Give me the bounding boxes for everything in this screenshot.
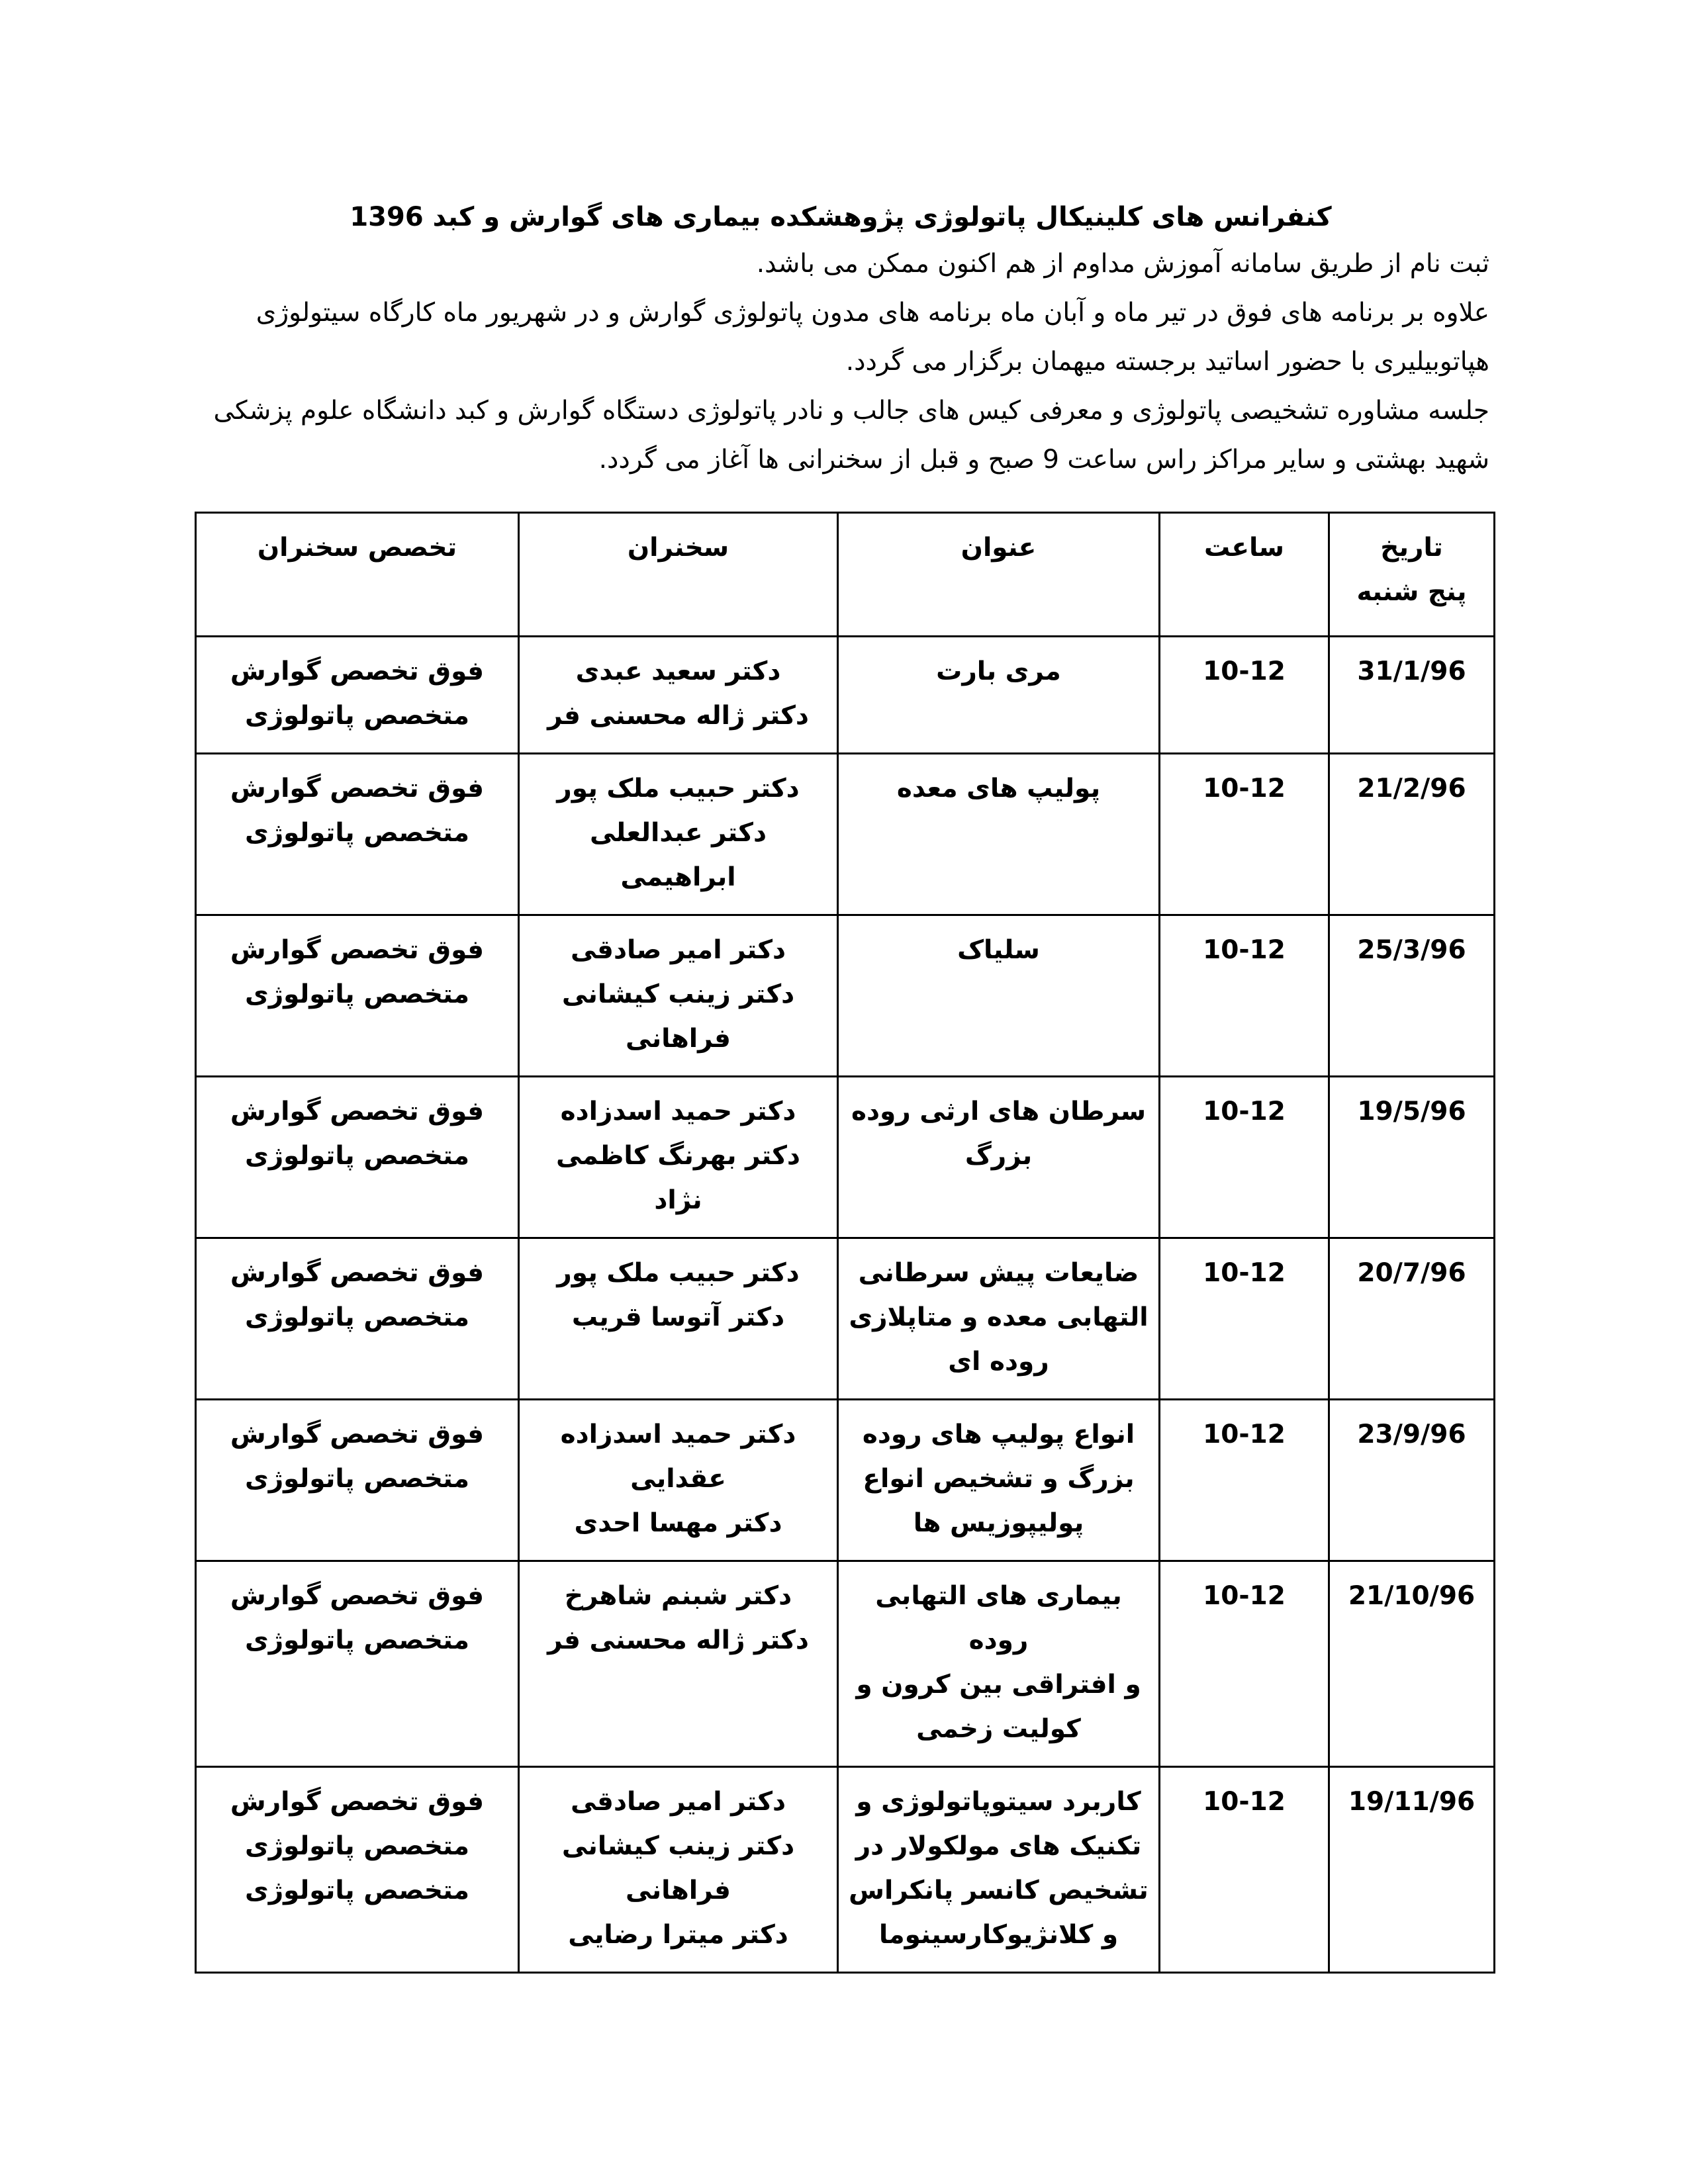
cell-time bbox=[1160, 1561, 1329, 1767]
cell-topic-line: ضایعات پیش سرطانی bbox=[858, 1258, 1139, 1288]
cell-speakers-line: دکتر آتوسا قریب bbox=[571, 1302, 785, 1332]
table-row bbox=[196, 1238, 1495, 1400]
cell-topic-line: کولیت زخمی bbox=[916, 1714, 1081, 1744]
cell-topic-line: کاربرد سیتوپاتولوژی و bbox=[856, 1787, 1141, 1817]
cell-specialty-line: متخصص پاتولوژی bbox=[244, 1302, 470, 1332]
cell-date-value: 23/9/96 bbox=[1357, 1420, 1466, 1449]
cell-topic-line: التهابی معده و متاپلازی bbox=[849, 1302, 1149, 1332]
cell-speakers bbox=[519, 915, 838, 1077]
cell-specialty-line: متخصص پاتولوژی bbox=[244, 1831, 470, 1861]
cell-specialty-line: فوق تخصص گوارش bbox=[230, 774, 485, 803]
cell-specialty bbox=[196, 637, 519, 754]
cell-topic bbox=[838, 1400, 1160, 1561]
cell-topic-line: بیماری های التهابی روده bbox=[875, 1581, 1122, 1655]
cell-time bbox=[1160, 1238, 1329, 1400]
cell-topic-line: و افتراقی بین کرون و bbox=[856, 1670, 1141, 1700]
cell-speakers bbox=[519, 1561, 838, 1767]
intro-paragraph: ثبت نام از طریق سامانه آموزش مداوم از هم اکنون ممکن می باشد. bbox=[756, 249, 1489, 279]
cell-time bbox=[1160, 754, 1329, 915]
cell-topic-line: سلیاک bbox=[957, 935, 1040, 965]
cell-time-value: 10-12 bbox=[1203, 935, 1286, 965]
header-time: ساعت bbox=[1160, 513, 1329, 637]
cell-date bbox=[1329, 754, 1495, 915]
cell-topic bbox=[838, 1767, 1160, 1973]
cell-time-value: 10-12 bbox=[1203, 1787, 1286, 1817]
cell-date-value: 31/1/96 bbox=[1357, 657, 1466, 686]
document-title: کنفرانس های کلینیکال پاتولوژی پژوهشکده بیماری های گوارش و کبد 1396 bbox=[350, 202, 1332, 232]
cell-speakers-line: دکتر امیر صادقی bbox=[570, 935, 786, 965]
cell-speakers-line: فراهانی bbox=[626, 1024, 731, 1054]
cell-topic-line: بزرگ و تشخیص انواع bbox=[863, 1464, 1135, 1494]
cell-date bbox=[1329, 637, 1495, 754]
cell-topic-line: مری بارت bbox=[936, 657, 1061, 686]
cell-speakers-line: دکتر ژاله محسنی فر bbox=[547, 701, 809, 731]
cell-topic-line: روده ای bbox=[948, 1347, 1049, 1377]
cell-speakers-line: دکتر زینب کیشانی bbox=[561, 979, 795, 1009]
cell-date-value: 19/5/96 bbox=[1357, 1097, 1466, 1126]
cell-specialty bbox=[196, 754, 519, 915]
cell-specialty bbox=[196, 1561, 519, 1767]
header-specialty: تخصص سخنران bbox=[196, 513, 519, 637]
cell-speakers-line: دکتر حمید اسدزاده bbox=[560, 1097, 796, 1126]
cell-speakers bbox=[519, 637, 838, 754]
cell-specialty bbox=[196, 1400, 519, 1561]
cell-speakers bbox=[519, 1238, 838, 1400]
cell-specialty-line: فوق تخصص گوارش bbox=[230, 1787, 485, 1817]
cell-date bbox=[1329, 915, 1495, 1077]
cell-time-value: 10-12 bbox=[1203, 1420, 1286, 1449]
cell-speakers bbox=[519, 1400, 838, 1561]
cell-topic bbox=[838, 1077, 1160, 1238]
cell-date bbox=[1329, 1561, 1495, 1767]
intro-text bbox=[212, 240, 1489, 484]
cell-specialty bbox=[196, 1238, 519, 1400]
cell-speakers-line: دکتر عبدالعلی ابراهیمی bbox=[590, 818, 767, 892]
cell-speakers-line: دکتر زینب کیشانی bbox=[561, 1831, 795, 1861]
cell-date bbox=[1329, 1238, 1495, 1400]
cell-specialty-line: متخصص پاتولوژی bbox=[244, 979, 470, 1009]
intro-paragraph: جلسه مشاوره تشخیصی پاتولوژی و معرفی کیس های جالب و نادر پاتولوژی دستگاه گوارش و کبد دانشگاه علوم پزشکی شهید بهشتی و سایر مراکز راس ساعت 9 صبح و قبل از سخنرانی ها آغاز می گردد. bbox=[213, 396, 1489, 475]
header-date-line: پنج شنبه bbox=[1356, 577, 1467, 607]
table-row bbox=[196, 1400, 1495, 1561]
cell-time-value: 10-12 bbox=[1203, 657, 1286, 686]
header-topic: عنوان bbox=[838, 513, 1160, 637]
cell-specialty bbox=[196, 1767, 519, 1973]
cell-speakers-line: دکتر حبیب ملک پور bbox=[557, 1258, 800, 1288]
cell-topic-line: پولیپوزیس ها bbox=[913, 1508, 1084, 1538]
cell-specialty-line: متخصص پاتولوژی bbox=[244, 1876, 470, 1905]
cell-specialty-line: فوق تخصص گوارش bbox=[230, 1258, 485, 1288]
header-speakers: سخنران bbox=[519, 513, 838, 637]
cell-topic bbox=[838, 915, 1160, 1077]
schedule-table bbox=[195, 512, 1495, 1974]
table-row bbox=[196, 1561, 1495, 1767]
cell-specialty-line: فوق تخصص گوارش bbox=[230, 1581, 485, 1611]
table-row bbox=[196, 754, 1495, 915]
cell-speakers-line: دکتر مهسا احدی bbox=[574, 1508, 782, 1538]
cell-topic-line: بزرگ bbox=[964, 1141, 1033, 1171]
header-date-line: تاریخ bbox=[1380, 533, 1443, 563]
cell-date bbox=[1329, 1767, 1495, 1973]
cell-speakers-line: دکتر امیر صادقی bbox=[570, 1787, 786, 1817]
cell-time-value: 10-12 bbox=[1203, 774, 1286, 803]
cell-topic-line: تشخیص کانسر پانکراس bbox=[849, 1876, 1149, 1905]
cell-speakers bbox=[519, 1077, 838, 1238]
cell-date-value: 21/10/96 bbox=[1348, 1581, 1476, 1611]
cell-topic-line: و کلانژیوکارسینوما bbox=[878, 1920, 1119, 1950]
cell-specialty-line: متخصص پاتولوژی bbox=[244, 1464, 470, 1494]
cell-topic-line: انواع پولیپ های روده bbox=[862, 1420, 1135, 1449]
table-header-row bbox=[196, 513, 1495, 637]
table-row bbox=[196, 1767, 1495, 1973]
intro-paragraph: علاوه بر برنامه های فوق در تیر ماه و آبان ماه برنامه های مدون پاتولوژی گوارش و در شهریور ماه کارگاه سیتولوژی هپاتوبیلیری با حضور اساتید برجسته میهمان برگزار می گردد. bbox=[256, 298, 1489, 377]
table-row bbox=[196, 637, 1495, 754]
cell-specialty bbox=[196, 915, 519, 1077]
cell-specialty-line: فوق تخصص گوارش bbox=[230, 935, 485, 965]
cell-specialty-line: فوق تخصص گوارش bbox=[230, 1420, 485, 1449]
cell-speakers-line: دکتر حمید اسدزاده عقدایی bbox=[560, 1420, 796, 1494]
cell-specialty-line: فوق تخصص گوارش bbox=[230, 1097, 485, 1126]
cell-time bbox=[1160, 1767, 1329, 1973]
cell-speakers-line: دکتر شبنم شاهرخ bbox=[564, 1581, 792, 1611]
table-row bbox=[196, 915, 1495, 1077]
cell-specialty-line: فوق تخصص گوارش bbox=[230, 657, 485, 686]
cell-speakers-line: دکتر بهرنگ کاظمی نژاد bbox=[556, 1141, 800, 1215]
cell-topic bbox=[838, 1561, 1160, 1767]
cell-specialty bbox=[196, 1077, 519, 1238]
cell-date-value: 19/11/96 bbox=[1348, 1787, 1476, 1817]
cell-time bbox=[1160, 1077, 1329, 1238]
cell-time bbox=[1160, 915, 1329, 1077]
cell-speakers-line: دکتر میترا رضایی bbox=[568, 1920, 788, 1950]
cell-topic bbox=[838, 637, 1160, 754]
cell-date bbox=[1329, 1077, 1495, 1238]
cell-time-value: 10-12 bbox=[1203, 1258, 1286, 1288]
cell-speakers-line: دکتر حبیب ملک پور bbox=[557, 774, 800, 803]
cell-topic bbox=[838, 1238, 1160, 1400]
cell-speakers-line: دکتر ژاله محسنی فر bbox=[547, 1625, 809, 1655]
cell-specialty-line: متخصص پاتولوژی bbox=[244, 701, 470, 731]
cell-time-value: 10-12 bbox=[1203, 1097, 1286, 1126]
cell-date-value: 21/2/96 bbox=[1357, 774, 1466, 803]
cell-date-value: 20/7/96 bbox=[1357, 1258, 1466, 1288]
cell-topic-line: پولیپ های معده bbox=[896, 774, 1101, 803]
cell-date-value: 25/3/96 bbox=[1357, 935, 1466, 965]
cell-time-value: 10-12 bbox=[1203, 1581, 1286, 1611]
cell-specialty-line: متخصص پاتولوژی bbox=[244, 818, 470, 848]
cell-topic bbox=[838, 754, 1160, 915]
header-date bbox=[1329, 513, 1495, 637]
cell-speakers bbox=[519, 1767, 838, 1973]
cell-speakers-line: فراهانی bbox=[626, 1876, 731, 1905]
cell-time bbox=[1160, 1400, 1329, 1561]
cell-topic-line: سرطان های ارثی روده bbox=[851, 1097, 1147, 1126]
cell-topic-line: تکنیک های مولکولار در bbox=[855, 1831, 1142, 1861]
cell-time bbox=[1160, 637, 1329, 754]
cell-specialty-line: متخصص پاتولوژی bbox=[244, 1141, 470, 1171]
cell-speakers bbox=[519, 754, 838, 915]
schedule-body bbox=[196, 637, 1495, 1973]
cell-date bbox=[1329, 1400, 1495, 1561]
cell-specialty-line: متخصص پاتولوژی bbox=[244, 1625, 470, 1655]
cell-speakers-line: دکتر سعید عبدی bbox=[575, 657, 781, 686]
table-row bbox=[196, 1077, 1495, 1238]
